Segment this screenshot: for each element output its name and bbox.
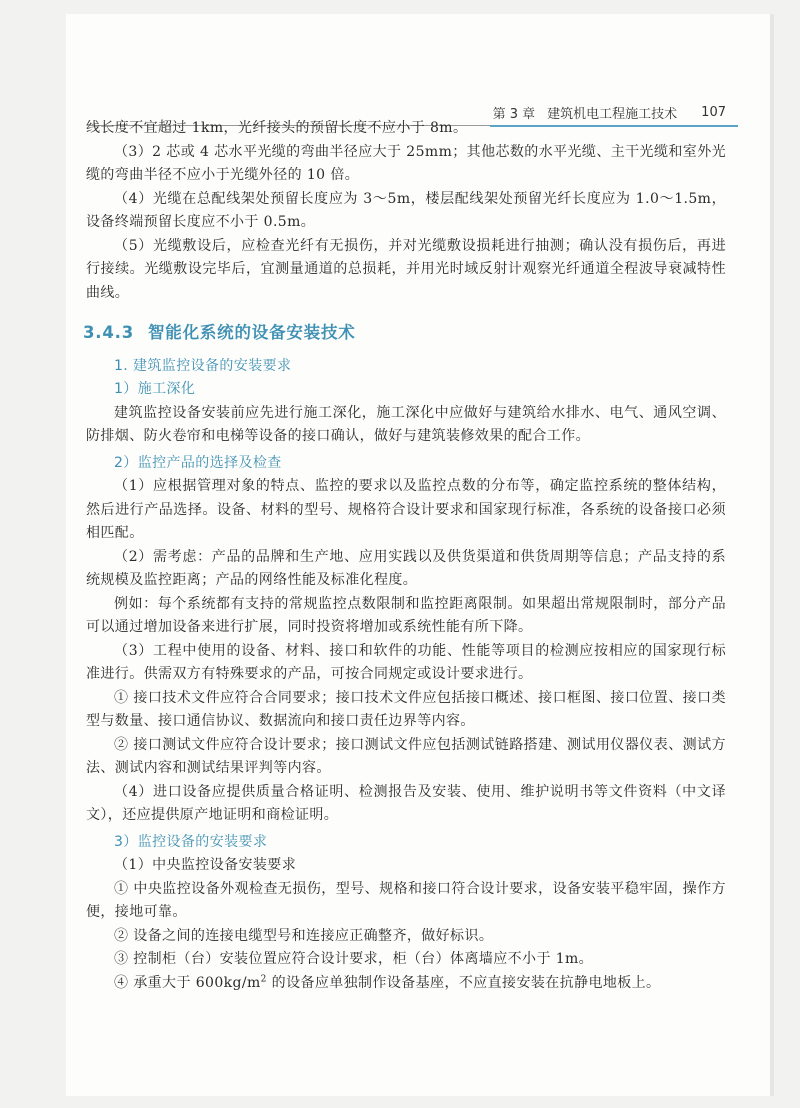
paragraph: （4）进口设备应提供质量合格证明、检测报告及安装、使用、维护说明书等文件资料（中文译文），还应提供原产地证明和商检证明。 [86, 783, 726, 823]
item-heading: （1）中央监控设备安装要求 [114, 857, 297, 873]
section-number: 3.4.3 [83, 323, 134, 342]
section-title: 智能化系统的设备安装技术 [147, 323, 356, 342]
subsection-heading: 1. 建筑监控设备的安装要求 [114, 357, 292, 374]
page-number: 107 [701, 104, 726, 120]
superscript: 2 [260, 973, 267, 984]
paragraph: ② 设备之间的连接电缆型号和连接应正确整齐，做好标识。 [114, 927, 494, 944]
chapter-title: 建筑机电工程施工技术 [547, 106, 678, 122]
paragraph: ② 接口测试文件应符合设计要求；接口测试文件应包括测试链路搭建、测试用仪器仪表、测试方法、测试内容和测试结果评判等内容。 [86, 736, 726, 776]
paragraph: （1）应根据管理对象的特点、监控的要求以及监控点数的分布等，确定监控系统的整体结构，然后进行产品选择。设备、材料的型号、规格符合设计要求和国家现行标准，各系统的设备接口必须相匹配。 [86, 478, 726, 541]
paragraph: 建筑监控设备安装前应先进行施工深化，施工深化中应做好与建筑给水排水、电气、通风空调、防排烟、防火卷帘和电梯等设备的接口确认，做好与建筑装修效果的配合工作。 [86, 404, 726, 444]
paragraph: ① 接口技术文件应符合合同要求；接口技术文件应包括接口概述、接口框图、接口位置、接口类型与数量、接口通信协议、数据流向和接口责任边界等内容。 [86, 689, 726, 729]
paragraph: ① 中央监控设备外观检查无损伤，型号、规格和接口符合设计要求，设备安装平稳牢固，操作方便，接地可靠。 [86, 880, 726, 920]
paragraph: 例如：每个系统都有支持的常规监控点数限制和监控距离限制。如果超出常规限制时，部分产品可以通过增加设备来进行扩展，同时投资将增加或系统性能有所下降。 [86, 595, 726, 635]
paragraph: 线长度不宜超过 1km，光纤接头的预留长度不应小于 8m。 [86, 120, 468, 136]
text-run: ④ 承重大于 600kg/m [114, 974, 261, 991]
section-heading [83, 321, 726, 345]
subsubsection-heading: 3）监控设备的安装要求 [114, 833, 268, 850]
subsubsection-heading: 1）施工深化 [114, 381, 196, 397]
paragraph: ③ 控制柜（台）安装位置应符合设计要求，柜（台）体离墙应不小于 1m。 [114, 951, 594, 967]
subsubsection-heading: 2）监控产品的选择及检查 [114, 454, 282, 471]
chapter-label: 第 3 章 [492, 106, 536, 122]
paragraph: （5）光缆敷设后，应检查光纤有无损伤，并对光缆敷设损耗进行抽测；确认没有损伤后，再进行接续。光缆敷设完毕后，宜测量通道的总损耗，并用光时域反射计观察光纤通道全程波导衰减特性曲线。 [86, 237, 726, 301]
page-body [83, 117, 726, 995]
paragraph: （4）光缆在总配线架处预留长度应为 3～5m，楼层配线架处预留光纤长度应为 1.0～1.5m，设备终端预留长度应不小于 0.5m。 [86, 190, 726, 230]
paragraph [86, 972, 726, 996]
text-run: 的设备应单独制作设备基座，不应直接安装在抗静电地板上。 [266, 974, 661, 991]
paragraph: （3）2 芯或 4 芯水平光缆的弯曲半径应大于 25mm；其他芯数的水平光缆、主干光缆和室外光缆的弯曲半径不应小于光缆外径的 10 倍。 [86, 143, 726, 183]
paragraph: （2）需考虑：产品的品牌和生产地、应用实践以及供货渠道和供货周期等信息；产品支持的系统规模及监控距离；产品的网络性能及标准化程度。 [86, 548, 726, 588]
page-edge [770, 14, 774, 1096]
paragraph: （3）工程中使用的设备、材料、接口和软件的功能、性能等项目的检测应按相应的国家现行标准进行。供需双方有特殊要求的产品，可按合同规定或设计要求进行。 [86, 642, 726, 682]
